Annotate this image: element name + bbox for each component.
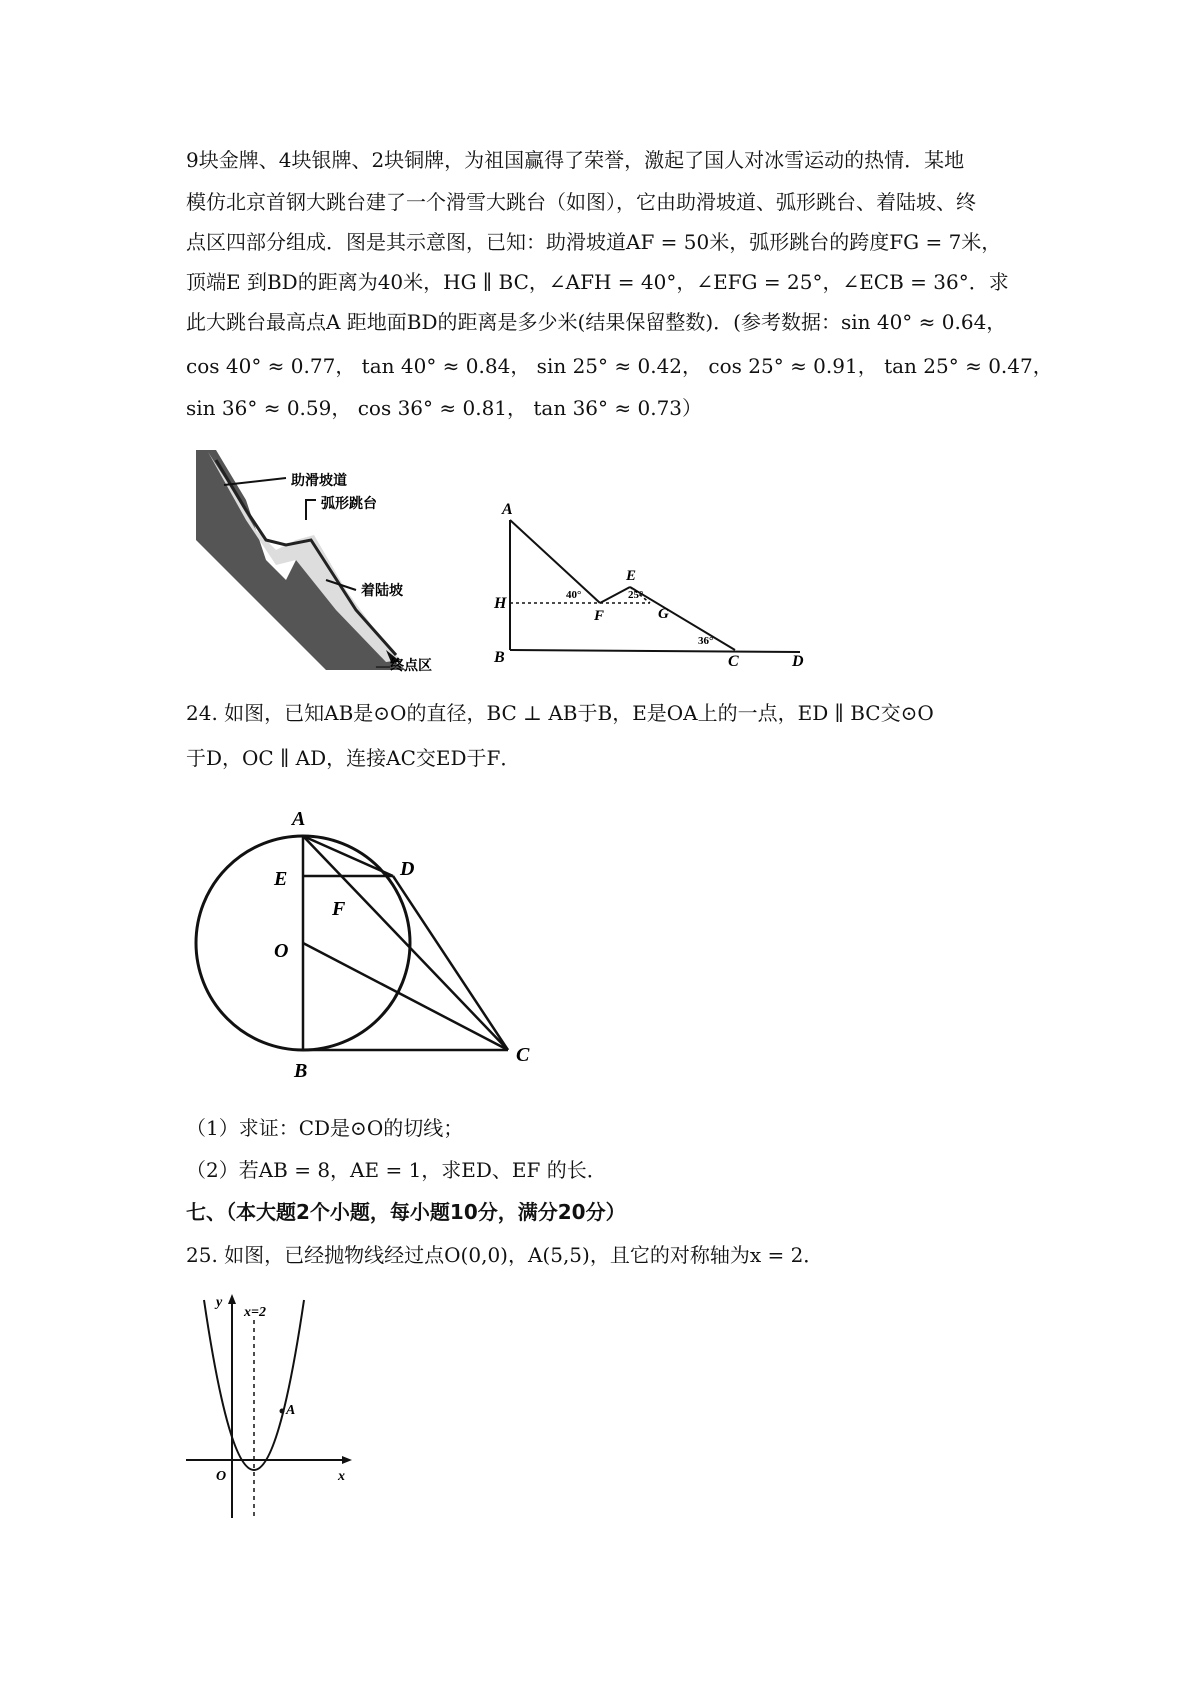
q23-line-2: 模仿北京首钢大跳台建了一个滑雪大跳台（如图），它由助滑坡道、弧形跳台、着陆坡、终 <box>186 190 976 214</box>
circle-label-D: D <box>400 858 415 880</box>
q23-line-7: sin 36° ≈ 0.59， cos 36° ≈ 0.81， tan 36° ≈ 0.73） <box>186 396 703 420</box>
q24-line-2: 于D，OC ∥ AD，连接AC交ED于F． <box>186 746 521 770</box>
diagram-label-B: B <box>494 649 505 666</box>
axis-label-x: x <box>338 1469 345 1484</box>
angle-label-36: 36° <box>698 635 714 647</box>
circle-diagram <box>186 785 566 1095</box>
ski-jump-photo <box>186 440 486 680</box>
circle-label-A: A <box>292 808 306 830</box>
origin-label: O <box>216 1469 227 1484</box>
diagram-label-F: F <box>594 608 605 624</box>
circle-label-F: F <box>332 898 346 920</box>
diagram-label-D: D <box>792 653 804 670</box>
q23-line-6: cos 40° ≈ 0.77， tan 40° ≈ 0.84， sin 25° ≈ 0.42， cos 25° ≈ 0.91， tan 25° ≈ 0.47， <box>186 354 1053 378</box>
circle-label-E: E <box>274 868 288 890</box>
circle-label-O: O <box>274 940 289 962</box>
photo-label-landing: 着陆坡 <box>361 584 403 599</box>
diagram-label-H: H <box>494 595 507 612</box>
diagram-label-E: E <box>626 568 637 584</box>
photo-label-arc: 弧形跳台 <box>321 497 377 512</box>
section-heading: 七、（本大题2个小题，每小题10分，满分20分） <box>186 1200 626 1224</box>
q23-line-1: 9块金牌、4块银牌、2块铜牌，为祖国赢得了荣誉，激起了国人对冰雪运动的热情．某地 <box>186 148 965 172</box>
ski-jump-diagram <box>490 500 820 675</box>
diagram-label-A: A <box>502 501 513 518</box>
point-label-A: A <box>286 1403 296 1418</box>
circle-label-B: B <box>294 1060 308 1082</box>
angle-label-40: 40° <box>566 589 582 601</box>
diagram-label-C: C <box>728 653 739 670</box>
q24-part-2: （2）若AB = 8，AE = 1，求ED、EF 的长． <box>186 1158 607 1182</box>
q23-line-3: 点区四部分组成．图是其示意图，已知：助滑坡道AF = 50米，弧形跳台的跨度FG = 7米， <box>186 230 1002 254</box>
circle-label-C: C <box>516 1044 530 1066</box>
parabola-graph <box>186 1290 366 1520</box>
axis-label-y: y <box>216 1295 223 1310</box>
photo-label-finish: —终点区 <box>376 659 432 674</box>
q25-line: 25. 如图，已经抛物线经过点O(0,0)，A(5,5)，且它的对称轴为x = 2． <box>186 1243 824 1267</box>
q24-part-1: （1）求证：CD是⊙O的切线； <box>186 1116 464 1140</box>
q23-line-4: 顶端E 到BD的距离为40米，HG ∥ BC，∠AFH = 40°，∠EFG = 25°，∠ECB = 36°．求 <box>186 270 1009 294</box>
symmetry-label: x=2 <box>244 1305 266 1320</box>
q23-line-5: 此大跳台最高点A 距地面BD的距离是多少米(结果保留整数)．(参考数据：sin 40° ≈ 0.64， <box>186 310 1007 334</box>
q24-line-1: 24. 如图，已知AB是⊙O的直径，BC ⊥ AB于B，E是OA上的一点，ED ∥ BC交⊙O <box>186 701 934 725</box>
diagram-label-G: G <box>658 606 669 622</box>
angle-label-25: 25° <box>628 589 644 601</box>
photo-label-slope: 助滑坡道 <box>291 474 347 489</box>
